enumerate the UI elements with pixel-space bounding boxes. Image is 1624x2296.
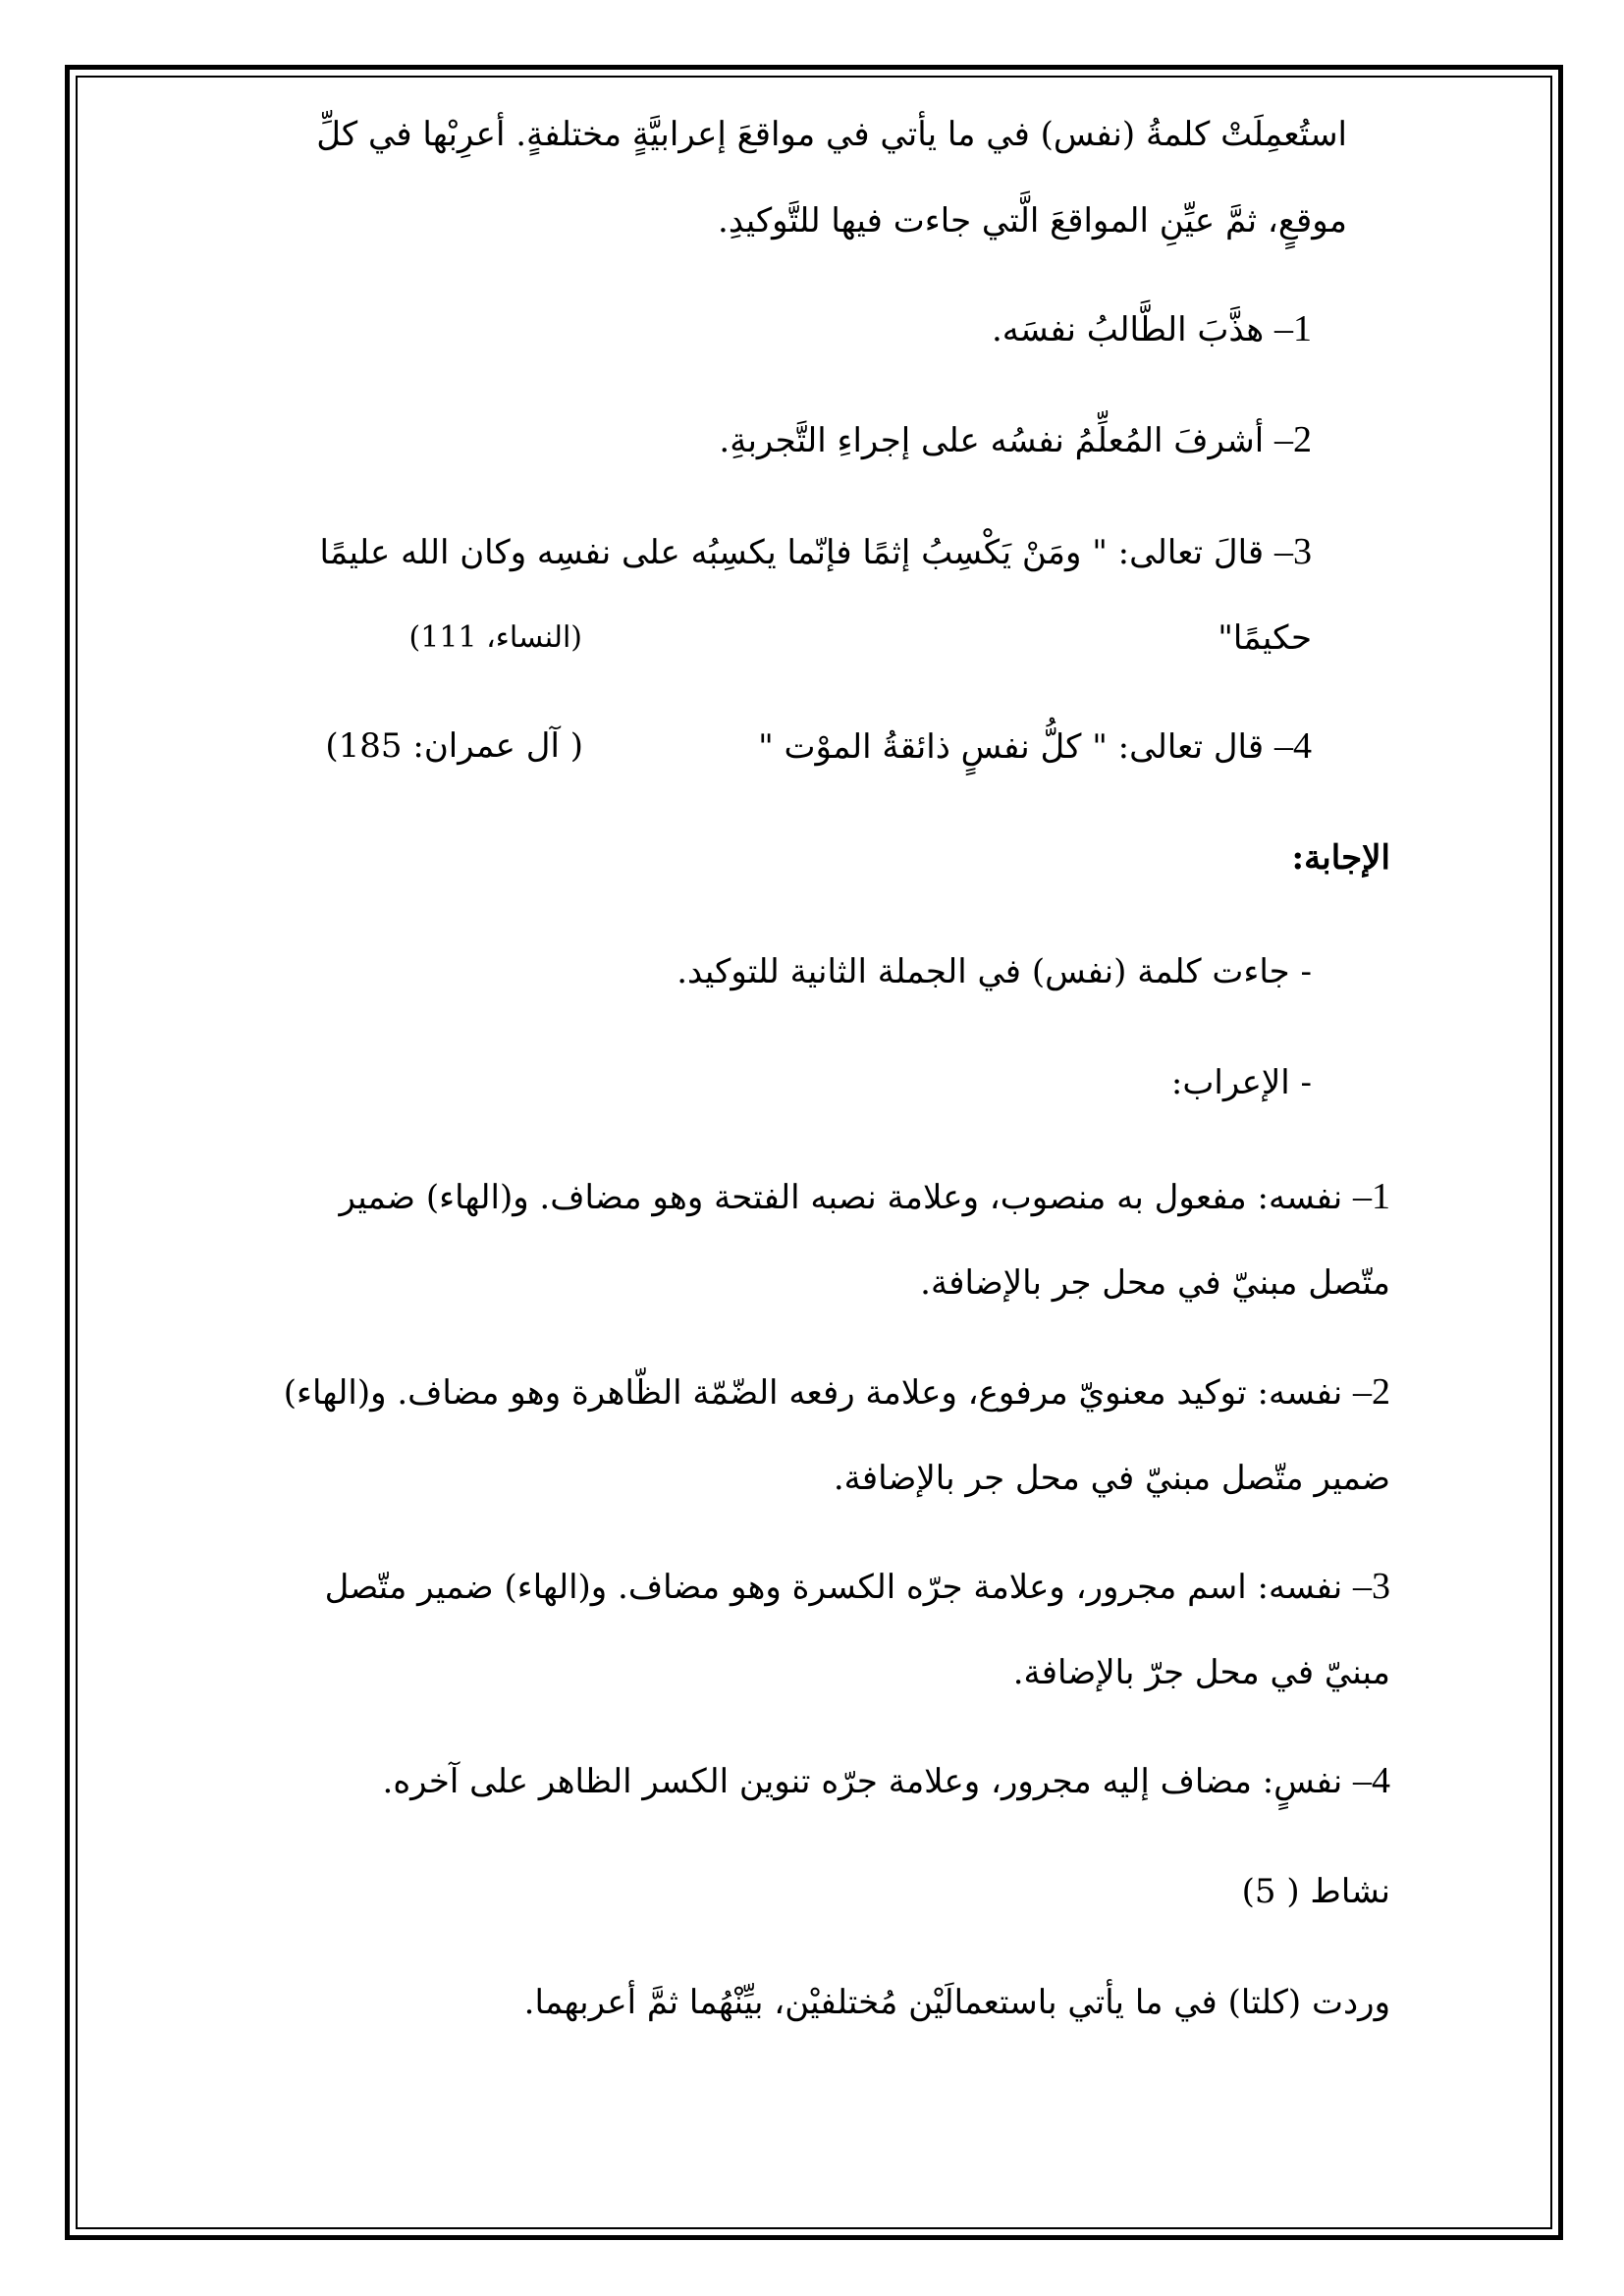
question-text: هذَّبَ الطَّالبُ نفسَه.: [991, 310, 1265, 349]
activity-text: وردت (كلتا) في ما يأتي باستعمالَيْن مُختلفيْن، بيِّنْهُما ثمَّ أعربهما.: [523, 1983, 1390, 2022]
parsing-1-continuation: متّصل مبنيّ في محل جر بالإضافة.: [920, 1263, 1390, 1303]
question-3: [319, 530, 1312, 574]
question-text: أشرفَ المُعلِّمُ نفسُه على إجراءِ التَّجربةِ.: [719, 421, 1265, 460]
answer-note-1: - جاءت كلمة (نفس) في الجملة الثانية للتوكيد.: [677, 952, 1312, 991]
activity-title: نشاط ( 5): [1241, 1872, 1390, 1911]
question-3-continuation: حكيمًا": [1218, 618, 1312, 658]
question-3-source: (النساء، 111): [408, 620, 582, 655]
question-4-source: ( آل عمران: 185): [325, 726, 583, 766]
question-text: قالَ تعالى: " ومَنْ يَكْسِبُ إثمًا فإنّما يكسِبُه على نفسِه وكان الله عليمًا: [319, 533, 1265, 572]
question-4: [758, 724, 1312, 769]
parsing-text: نفسٍ: مضاف إليه مجرور، وعلامة جرّه تنوين الكسر الظاهر على آخره.: [382, 1762, 1343, 1801]
parsing-text: نفسه: مفعول به منصوب، وعلامة نصبه الفتحة وهو مضاف. و(الهاء) ضمير: [339, 1178, 1343, 1217]
instruction-line-2: موقعٍ، ثمَّ عيِّنِ المواقعَ الَّتي جاءت فيها للتَّوكيدِ.: [718, 201, 1347, 240]
parsing-3-continuation: مبنيّ في محل جرّ بالإضافة.: [1012, 1653, 1390, 1692]
answer-note-2: - الإعراب:: [1170, 1063, 1312, 1102]
parsing-3: [325, 1565, 1390, 1609]
question-2: [719, 418, 1312, 462]
question-number: 1–: [1274, 308, 1312, 349]
parsing-1: [340, 1175, 1391, 1219]
parsing-text: نفسه: توكيد معنويّ مرفوع، وعلامة رفعه الضّمّة الظّاهرة وهو مضاف. و(الهاء): [283, 1373, 1343, 1413]
parsing-number: 4–: [1353, 1760, 1390, 1801]
parsing-2-continuation: ضمير متّصل مبنيّ في محل جر بالإضافة.: [833, 1459, 1390, 1498]
parsing-number: 3–: [1353, 1566, 1390, 1607]
instruction-line-1: استُعمِلَتْ كلمةُ (نفس) في ما يأتي في مواقعَ إعرابيَّةٍ مختلفةٍ. أعرِبْها في كلِّ: [316, 115, 1347, 154]
parsing-number: 1–: [1353, 1176, 1390, 1217]
question-text: قال تعالى: " كلُّ نفسٍ ذائقةُ الموْت ": [758, 727, 1265, 767]
answer-heading: الإجابة:: [1291, 838, 1390, 878]
question-number: 3–: [1274, 531, 1312, 572]
parsing-4: [383, 1759, 1390, 1803]
parsing-2: [284, 1370, 1390, 1415]
question-1: [992, 307, 1312, 351]
question-number: 2–: [1274, 419, 1312, 460]
parsing-number: 2–: [1353, 1371, 1390, 1413]
question-number: 4–: [1274, 725, 1312, 767]
parsing-text: نفسه: اسم مجرور، وعلامة جرّه الكسرة وهو مضاف. و(الهاء) ضمير متّصل: [324, 1568, 1343, 1607]
